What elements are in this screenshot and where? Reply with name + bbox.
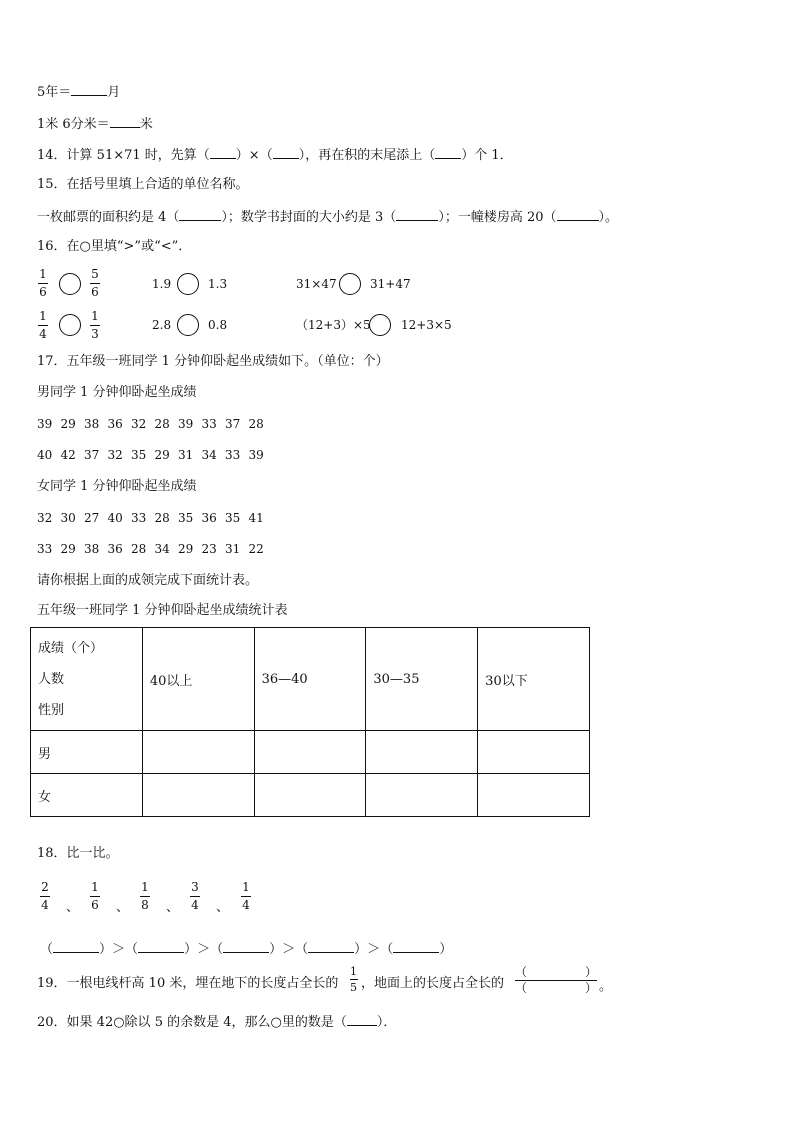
score: 27	[84, 511, 100, 525]
paren-open: （	[40, 942, 54, 957]
numerator: 2	[41, 880, 49, 894]
paren-open: （	[515, 965, 528, 979]
score: 35	[225, 511, 241, 525]
answer-blank[interactable]	[347, 1012, 377, 1026]
question-text: ）。	[598, 210, 619, 225]
boys-scores-row-1	[37, 417, 272, 431]
score: 22	[248, 542, 264, 556]
answer-blank[interactable]	[396, 207, 438, 221]
score: 36	[107, 417, 123, 431]
compare-circle[interactable]	[177, 273, 199, 295]
compare-value: 1.3	[208, 277, 228, 291]
score: 40	[107, 511, 123, 525]
denominator: 3	[91, 327, 99, 341]
numerator: 1	[39, 267, 47, 281]
fraction	[241, 881, 251, 912]
score: 41	[248, 511, 264, 525]
corner-label-gender: 性别	[38, 702, 65, 718]
score: 28	[131, 542, 147, 556]
question-17-title: 17．五年级一班同学 1 分钟仰卧起坐成绩如下。（单位：个）	[37, 354, 389, 369]
score: 42	[60, 448, 76, 462]
compare-circle[interactable]	[369, 314, 391, 336]
table-cell[interactable]	[478, 774, 590, 817]
greater-than: ＞	[282, 942, 296, 957]
question-text: ）×（	[235, 148, 273, 163]
paren-close: ）	[184, 942, 198, 957]
score: 35	[131, 448, 147, 462]
conversion-unit: 米	[139, 117, 153, 132]
question-16-title: 16．在○里填“>”或“<”．	[37, 239, 192, 254]
question-text: ），再在积的末尾添上（	[298, 148, 436, 163]
ordering-blanks	[40, 939, 452, 959]
score: 34	[154, 542, 170, 556]
girls-scores-row-2	[37, 542, 272, 556]
score: 35	[178, 511, 194, 525]
score: 36	[107, 542, 123, 556]
fraction	[349, 966, 358, 993]
numerator: 1	[91, 309, 99, 323]
denominator: 5	[350, 981, 357, 994]
table-cell[interactable]	[254, 774, 366, 817]
score: 32	[131, 417, 147, 431]
answer-blank[interactable]	[435, 145, 461, 159]
answer-fraction[interactable]	[515, 966, 597, 995]
compare-value: 31+47	[370, 277, 411, 291]
question-text: ）．	[376, 1015, 397, 1030]
score: 33	[37, 542, 53, 556]
question-text: ）；数学书封面的大小约是 3（	[221, 210, 397, 225]
compare-value: （12+3）×5	[296, 318, 371, 332]
paren-close: ）	[99, 942, 113, 957]
score: 30	[60, 511, 76, 525]
question-text: 20．如果 42○除以 5 的余数是 4，那么○里的数是（	[37, 1015, 347, 1030]
paren-close: ）	[584, 981, 597, 995]
denominator: 4	[242, 898, 250, 912]
score: 33	[131, 511, 147, 525]
girls-scores-row-1	[37, 511, 272, 525]
table-cell[interactable]	[478, 731, 590, 774]
column-header: 40以上	[142, 628, 254, 731]
fraction	[38, 268, 48, 299]
question-text: 14．计算 51×71 时，先算（	[37, 148, 210, 163]
compare-value: 0.8	[208, 318, 228, 332]
answer-blank[interactable]	[71, 82, 107, 96]
paren-open: （	[125, 942, 139, 957]
answer-blank[interactable]	[110, 114, 140, 128]
numerator: 1	[242, 880, 250, 894]
compare-value: 31×47	[296, 277, 337, 291]
instruction-text: 请你根据上面的成领完成下面统计表。	[37, 573, 259, 588]
fraction	[90, 310, 100, 341]
compare-value: 12+3×5	[401, 318, 452, 332]
table-cell[interactable]	[366, 731, 478, 774]
score: 33	[201, 417, 217, 431]
answer-blank[interactable]	[138, 939, 184, 953]
table-row	[31, 774, 590, 817]
question-text: 19．一根电线杆高 10 米，埋在地下的长度占全长的	[37, 976, 339, 991]
score: 31	[178, 448, 194, 462]
numerator: 1	[39, 309, 47, 323]
score: 38	[84, 542, 100, 556]
answer-denominator[interactable]	[515, 982, 597, 995]
score: 37	[225, 417, 241, 431]
table-row	[31, 731, 590, 774]
answer-blank[interactable]	[223, 939, 269, 953]
denominator: 4	[41, 898, 49, 912]
conversion-label: 5年＝	[37, 85, 72, 100]
score: 32	[107, 448, 123, 462]
score: 36	[201, 511, 217, 525]
paren-open: （	[295, 942, 309, 957]
boys-scores-row-2	[37, 448, 272, 462]
table-cell[interactable]	[254, 731, 366, 774]
question-20	[37, 1012, 396, 1032]
answer-blank[interactable]	[210, 145, 236, 159]
boys-title: 男同学 1 分钟仰卧起坐成绩	[37, 385, 197, 400]
table-corner-cell	[31, 628, 143, 731]
paren-close: ）	[439, 942, 453, 957]
numerator: 1	[350, 965, 357, 978]
fraction	[38, 310, 48, 341]
separator: 、	[166, 900, 180, 915]
answer-blank[interactable]	[53, 939, 99, 953]
conversion-unit: 月	[107, 85, 121, 100]
question-text: ）个 1．	[461, 148, 513, 163]
fraction	[140, 881, 150, 912]
numerator: 5	[91, 267, 99, 281]
numerator: 1	[141, 880, 149, 894]
denominator: 8	[141, 898, 149, 912]
score: 29	[178, 542, 194, 556]
conversion-meters	[37, 114, 153, 134]
score: 39	[178, 417, 194, 431]
compare-value: 2.8	[152, 318, 172, 332]
score: 29	[60, 542, 76, 556]
question-18-title: 18．比一比。	[37, 846, 119, 861]
paren-open: （	[515, 981, 528, 995]
question-text: ，地面上的长度占全长的	[361, 976, 505, 991]
fraction	[190, 881, 200, 912]
separator: 、	[216, 900, 230, 915]
numerator: 3	[191, 880, 199, 894]
paren-open: （	[210, 942, 224, 957]
girls-title: 女同学 1 分钟仰卧起坐成绩	[37, 479, 197, 494]
greater-than: ＞	[367, 942, 381, 957]
question-15-items	[37, 207, 618, 227]
paren-close: ）	[269, 942, 283, 957]
compare-circle[interactable]	[339, 273, 361, 295]
score: 29	[154, 448, 170, 462]
corner-label-score: 成绩（个）	[38, 640, 104, 656]
score: 37	[84, 448, 100, 462]
denominator: 6	[91, 898, 99, 912]
column-header: 30以下	[478, 628, 590, 731]
conversion-years-months	[37, 82, 120, 102]
table-cell[interactable]	[366, 774, 478, 817]
fraction	[90, 881, 100, 912]
answer-blank[interactable]	[557, 207, 599, 221]
greater-than: ＞	[197, 942, 211, 957]
score: 40	[37, 448, 53, 462]
numerator: 1	[91, 880, 99, 894]
question-text: ）；一幢楼房高 20（	[438, 210, 557, 225]
row-header: 女	[31, 774, 143, 817]
score: 38	[84, 417, 100, 431]
period: 。	[599, 979, 613, 994]
paren-close: ）	[354, 942, 368, 957]
denominator: 6	[91, 285, 99, 299]
row-header: 男	[31, 731, 143, 774]
score: 28	[154, 511, 170, 525]
compare-circle[interactable]	[177, 314, 199, 336]
compare-value: 1.9	[152, 277, 172, 291]
statistics-table	[30, 627, 590, 817]
score: 39	[248, 448, 264, 462]
column-header: 36—40	[254, 628, 366, 731]
answer-numerator[interactable]	[515, 966, 597, 979]
score: 31	[225, 542, 241, 556]
table-cell[interactable]	[142, 774, 254, 817]
denominator: 6	[39, 285, 47, 299]
score: 23	[201, 542, 217, 556]
conversion-label: 1米 6分米＝	[37, 117, 110, 132]
question-19-continued	[361, 975, 504, 993]
answer-blank[interactable]	[308, 939, 354, 953]
question-19	[37, 975, 338, 993]
separator: 、	[116, 900, 130, 915]
column-header: 30—35	[366, 628, 478, 731]
greater-than: ＞	[112, 942, 126, 957]
denominator: 4	[39, 327, 47, 341]
fraction	[40, 881, 50, 912]
denominator: 4	[191, 898, 199, 912]
corner-label-count: 人数	[38, 671, 65, 687]
compare-circle[interactable]	[59, 273, 81, 295]
separator: 、	[66, 900, 80, 915]
table-cell[interactable]	[142, 731, 254, 774]
table-title: 五年级一班同学 1 分钟仰卧起坐成绩统计表	[37, 603, 288, 618]
paren-open: （	[380, 942, 394, 957]
compare-circle[interactable]	[59, 314, 81, 336]
paren-close: ）	[584, 965, 597, 979]
score: 34	[201, 448, 217, 462]
answer-blank[interactable]	[273, 145, 299, 159]
question-text: 一枚邮票的面积约是 4（	[37, 210, 180, 225]
answer-blank[interactable]	[179, 207, 221, 221]
score: 28	[154, 417, 170, 431]
question-15-title: 15．在括号里填上合适的单位名称。	[37, 177, 249, 192]
fraction	[90, 268, 100, 299]
score: 32	[37, 511, 53, 525]
score: 28	[248, 417, 264, 431]
question-14	[37, 145, 513, 165]
score: 33	[225, 448, 241, 462]
score: 29	[60, 417, 76, 431]
table-header-row	[31, 628, 590, 731]
score: 39	[37, 417, 53, 431]
answer-blank[interactable]	[393, 939, 439, 953]
